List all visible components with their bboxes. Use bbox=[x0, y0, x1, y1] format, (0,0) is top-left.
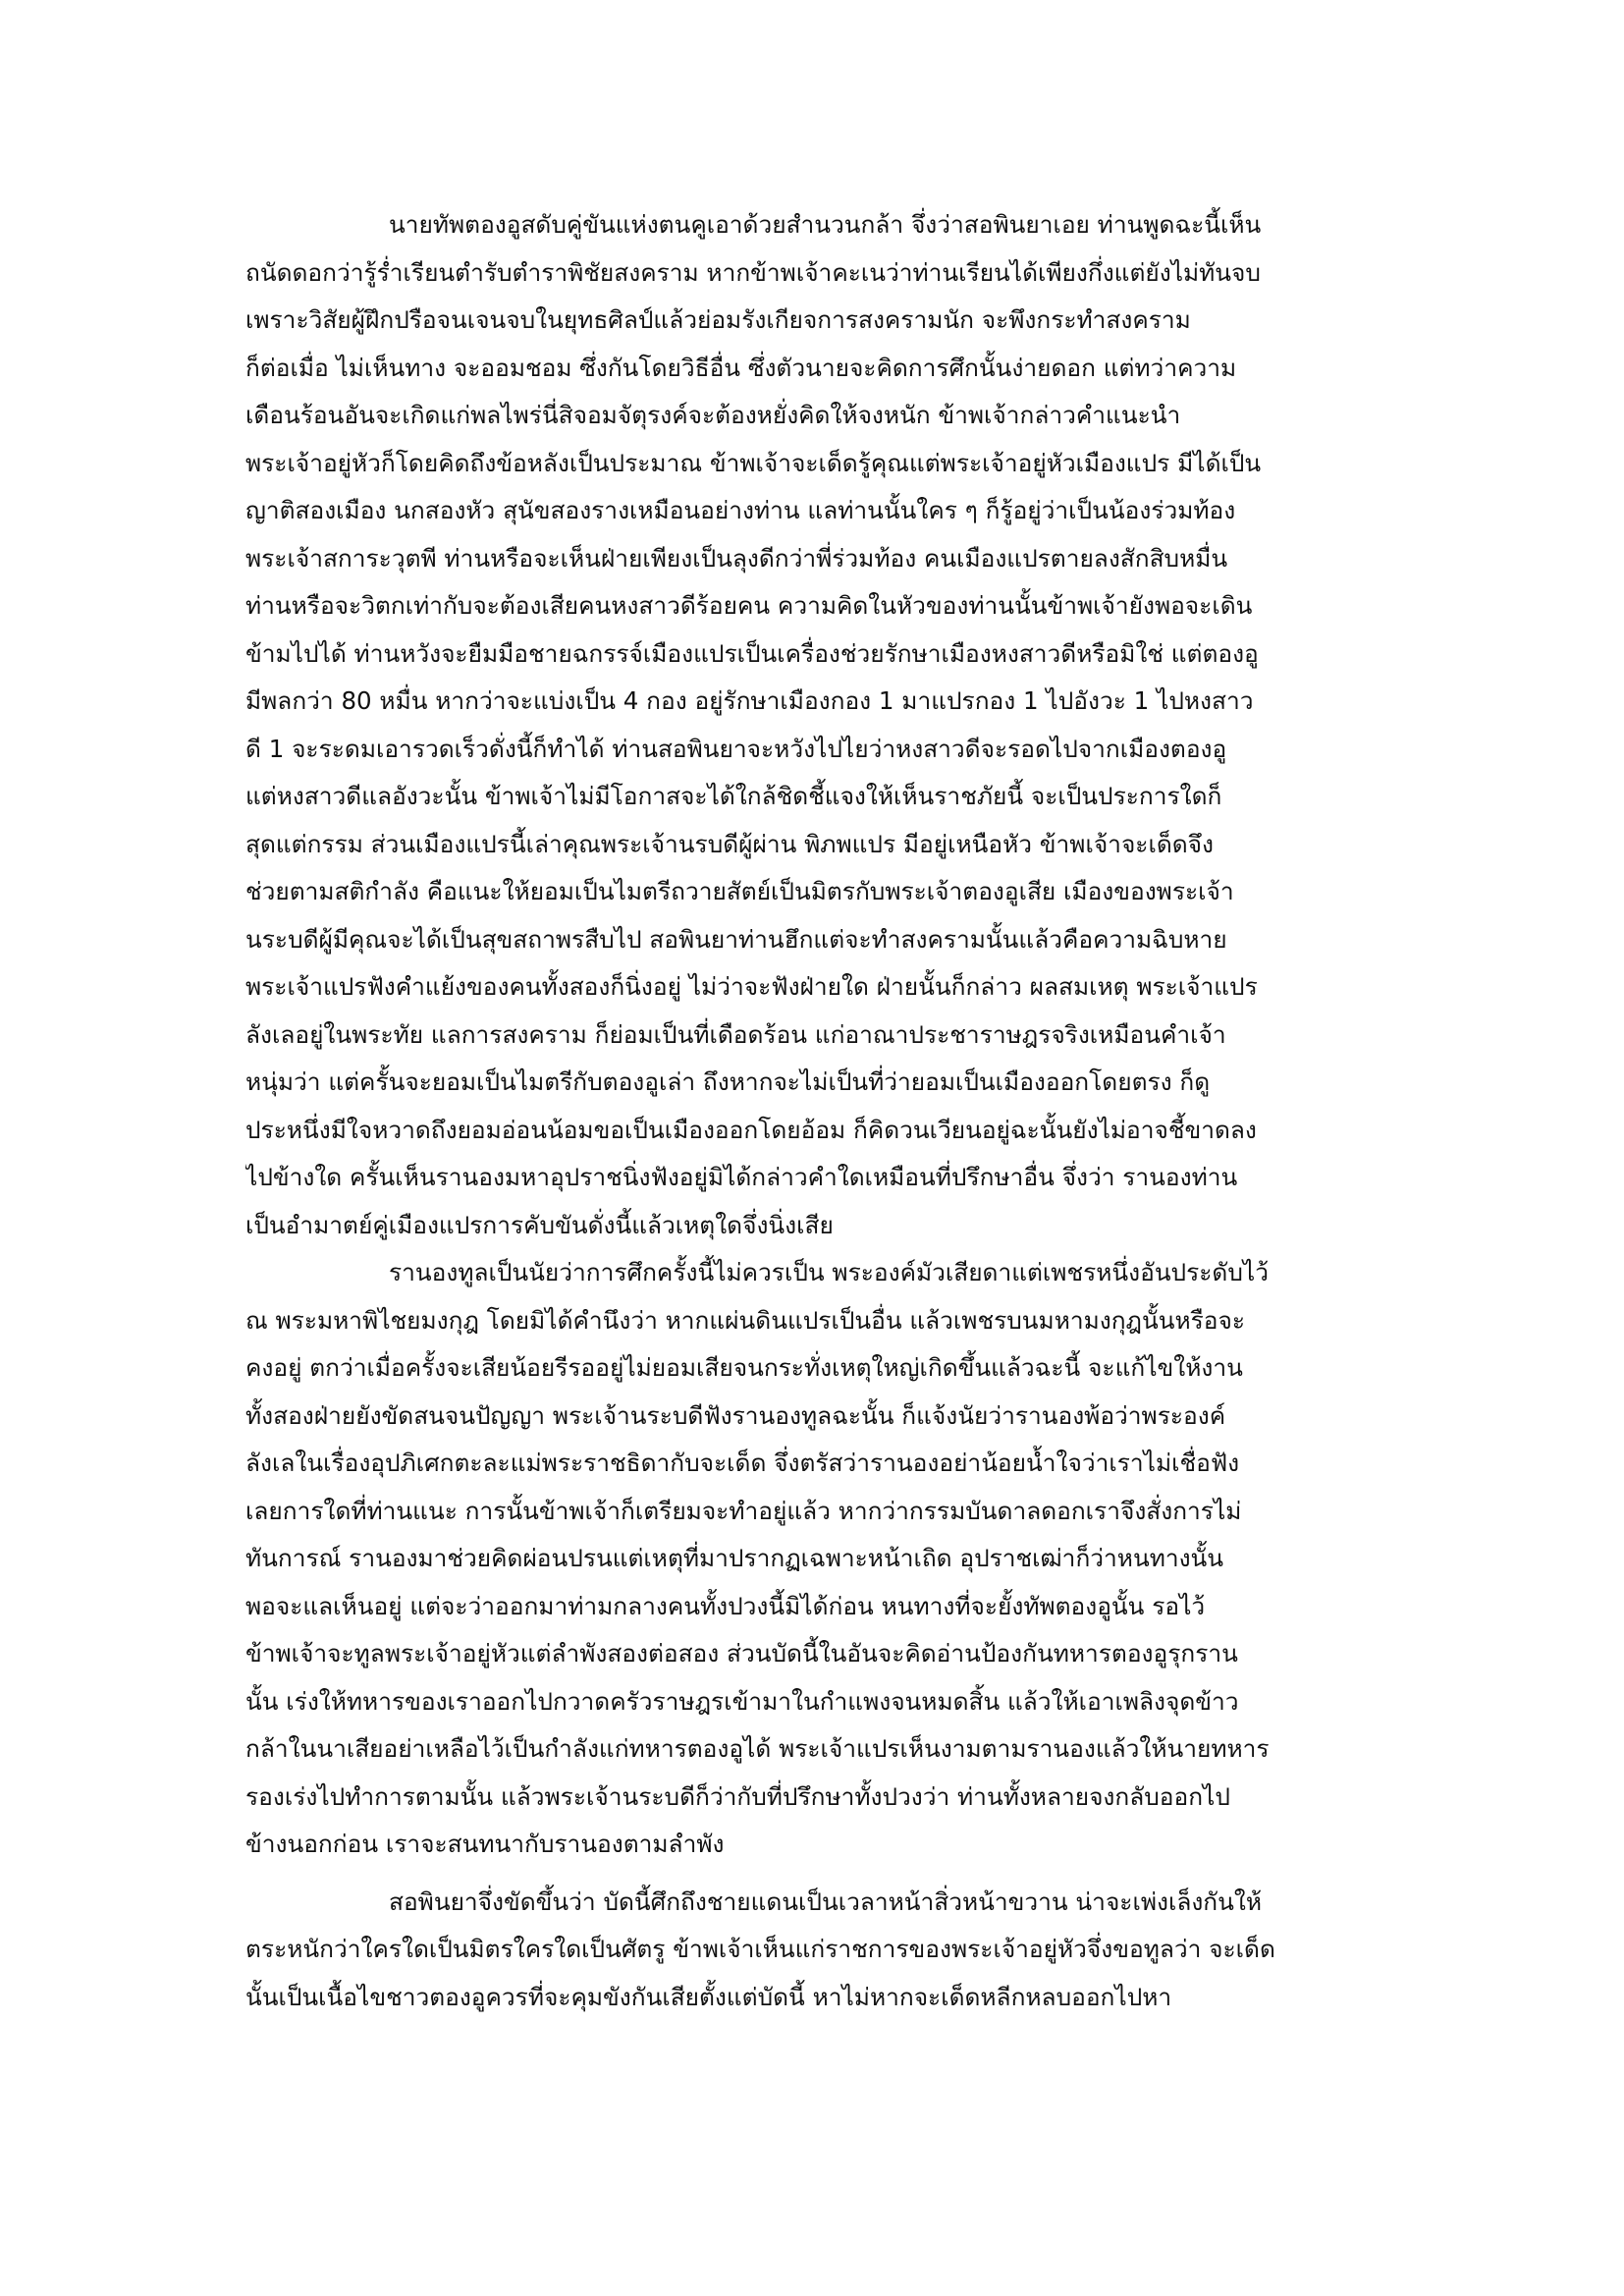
text-line: ณ พระมหาพิไชยมงกุฎ โดยมิได้คำนึงว่า หากแผ่นดินแปรเป็นอื่น แล้วเพชรบนมหามงกุฎนั้นหรือจะ bbox=[245, 1305, 1246, 1335]
text-line: ข้ามไปได้ ท่านหวังจะยืมมือชายฉกรรจ์เมืองแปรเป็นเครื่องช่วยรักษาเมืองหงสาวดีหรือมิใช่ แต่ตองอู bbox=[245, 638, 1259, 668]
text-line: นายทัพตองอูสดับคู่ขันแห่งตนคูเอาด้วยสำนวนกล้า จึ่งว่าสอพินยาเอย ท่านพูดฉะนี้เห็น bbox=[389, 210, 1262, 239]
text-line: ข้างนอกก่อน เราจะสนทนากับรานองตามลำพัง bbox=[245, 1830, 725, 1858]
text-line: ก็ต่อเมื่อ ไม่เห็นทาง จะออมชอม ซึ่งกันโดยวิธีอื่น ซึ่งตัวนายจะคิดการศึกนั้นง่ายดอก แต่ทว่าความ bbox=[245, 353, 1237, 382]
text-line: ดี 1 จะระดมเอารวดเร็วดั่งนี้ก็ทำได้ ท่านสอพินยาจะหวังไปไยว่าหงสาวดีจะรอดไปจากเมืองตองอู bbox=[245, 734, 1227, 763]
text-line: ช่วยตามสติกำลัง คือแนะให้ยอมเป็นไมตรีถวายสัตย์เป็นมิตรกับพระเจ้าตองอูเสีย เมืองของพระเจ้า bbox=[245, 877, 1234, 905]
text-line: สอพินยาจึ่งขัดขึ้นว่า บัดนี้ศึกถึงชายแดนเป็นเวลาหน้าสิ่วหน้าขวาน น่าจะเพ่งเล็งกันให้ bbox=[389, 1886, 1262, 1916]
text-line: ข้าพเจ้าจะทูลพระเจ้าอยู่หัวแต่ลำพังสองต่อสอง ส่วนบัดนี้ในอันจะคิดอ่านป้องกันทหารตองอูรุกราน bbox=[245, 1639, 1238, 1667]
text-line: เป็นอำมาตย์คู่เมืองแปรการคับขันดั่งนี้แล้วเหตุใดจึ่งนิ่งเสีย bbox=[245, 1210, 834, 1239]
text-line: ทันการณ์ รานองมาช่วยคิดผ่อนปรนแต่เหตุที่มาปรากฏเฉพาะหน้าเถิด อุปราชเฒ่าก็ว่าหนทางนั้น bbox=[245, 1544, 1224, 1572]
document-body bbox=[245, 201, 1380, 2021]
text-line: คงอยู่ ตกว่าเมื่อครั้งจะเสียน้อยรีรออยู่ไม่ยอมเสียจนกระทั่งเหตุใหญ่เกิดขึ้นแล้วฉะนี้ จะแก้ไขให้งาน bbox=[245, 1353, 1243, 1382]
text-line: ลังเลอยู่ในพระทัย แลการสงคราม ก็ย่อมเป็นที่เดือดร้อน แก่อาณาประชาราษฎรจริงเหมือนคำเจ้า bbox=[245, 1019, 1226, 1049]
text-line: เพราะวิสัยผู้ฝึกปรือจนเจนจบในยุทธศิลป์แล้วย่อมรังเกียจการสงครามนัก จะพึงกระทำสงคราม bbox=[245, 305, 1191, 334]
text-line: ท่านหรือจะวิตกเท่ากับจะต้องเสียคนหงสาวดีร้อยคน ความคิดในหัวของท่านนั้นข้าพเจ้ายังพอจะเดิน bbox=[245, 591, 1253, 620]
text-line: ตระหนักว่าใครใดเป็นมิตรใครใดเป็นศัตรู ข้าพเจ้าเห็นแก่ราชการของพระเจ้าอยู่หัวจึ่งขอทูลว่า จะเด็ด bbox=[245, 1935, 1275, 1963]
text-line: รองเร่งไปทำการตามนั้น แล้วพระเจ้านระบดีก็ว่ากับที่ปรึกษาทั้งปวงว่า ท่านทั้งหลายจงกลับออกไป bbox=[245, 1781, 1230, 1811]
text-line: ถนัดดอกว่ารู้ร่ำเรียนตำรับตำราพิชัยสงคราม หากข้าพเจ้าคะเนว่าท่านเรียนได้เพียงกึ่งแต่ยังไม่ทันจบ bbox=[245, 257, 1261, 287]
text-line: เดือนร้อนอันจะเกิดแก่พลไพร่นี่สิจอมจัตุรงค์จะต้องหยั่งคิดให้จงหนัก ข้าพเจ้ากล่าวคำแนะนำ bbox=[245, 401, 1181, 429]
text-line: พอจะแลเห็นอยู่ แต่จะว่าออกมาท่ามกลางคนทั้งปวงนี้มิได้ก่อน หนทางที่จะยั้งทัพตองอูนั้น รอไว้ bbox=[245, 1591, 1206, 1620]
text-line: นระบดีผู้มีคุณจะได้เป็นสุขสถาพรสืบไป สอพินยาท่านฮึกแต่จะทำสงครามนั้นแล้วคือความฉิบหาย bbox=[245, 924, 1227, 954]
text-line: ไปข้างใด ครั้นเห็นรานองมหาอุปราชนิ่งฟังอยู่มิได้กล่าวคำใดเหมือนที่ปรึกษาอื่น จึ่งว่า รานองท่าน bbox=[245, 1163, 1238, 1191]
text-line: นั้นเป็นเนื้อไขชาวตองอูควรที่จะคุมขังกันเสียตั้งแต่บัดนี้ หาไม่หากจะเด็ดหลีกหลบออกไปหา bbox=[245, 1982, 1172, 2011]
text-line: รานองทูลเป็นนัยว่าการศึกครั้งนี้ไม่ควรเป็น พระองค์มัวเสียดาแต่เพชรหนึ่งอันประดับไว้ bbox=[389, 1258, 1269, 1286]
text-line: ลังเลในเรื่องอุปภิเศกตะละแม่พระราชธิดากับจะเด็ด จึ่งตรัสว่ารานองอย่าน้อยน้ำใจว่าเราไม่เชื่อฟัง bbox=[245, 1449, 1240, 1477]
text-line: ประหนึ่งมีใจหวาดถึงยอมอ่อนน้อมขอเป็นเมืองออกโดยอ้อม ก็คิดวนเวียนอยู่ฉะนั้นยังไม่อาจชี้ขาดลง bbox=[245, 1115, 1257, 1144]
text-line: พระเจ้าอยู่หัวก็โดยคิดถึงข้อหลังเป็นประมาณ ข้าพเจ้าจะเด็ดรู้คุณแต่พระเจ้าอยู่หัวเมืองแปร มีได้เป็น bbox=[245, 448, 1262, 477]
text-line: แต่หงสาวดีแลอังวะนั้น ข้าพเจ้าไม่มีโอกาสจะได้ใกล้ชิดชี้แจงให้เห็นราชภัยนี้ จะเป็นประการใดก็ bbox=[245, 782, 1222, 810]
paragraph-2 bbox=[245, 1249, 1380, 1869]
paragraph-3 bbox=[245, 1879, 1380, 2022]
text-line: นั้น เร่งให้ทหารของเราออกไปกวาดครัวราษฎรเข้ามาในกำแพงจนหมดสิ้น แล้วให้เอาเพลิงจุดข้าว bbox=[245, 1686, 1239, 1716]
text-line: กล้าในนาเสียอย่าเหลือไว้เป็นกำลังแก่ทหารตองอูได้ พระเจ้าแปรเห็นงามตามรานองแล้วให้นายทหาร bbox=[245, 1734, 1270, 1763]
text-line: พระเจ้าสการะวุตพี ท่านหรือจะเห็นฝ่ายเพียงเป็นลุงดีกว่าพี่ร่วมท้อง คนเมืองแปรตายลงสักสิบหมื่น bbox=[245, 543, 1228, 573]
text-line: ญาติสองเมือง นกสองหัว สุนัขสองรางเหมือนอย่างท่าน แลท่านนั้นใคร ๆ ก็รู้อยู่ว่าเป็นน้องร่วมท้อง bbox=[245, 496, 1236, 524]
paragraph-1 bbox=[245, 201, 1380, 1249]
text-line: สุดแต่กรรม ส่วนเมืองแปรนี้เล่าคุณพระเจ้านรบดีผู้ผ่าน พิภพแปร มีอยู่เหนือหัว ข้าพเจ้าจะเด็ดจึง bbox=[245, 829, 1214, 858]
text-line: ทั้งสองฝ่ายยังขัดสนจนปัญญา พระเจ้านระบดีฟังรานองทูลฉะนั้น ก็แจ้งนัยว่ารานองพ้อว่าพระองค์ bbox=[245, 1400, 1226, 1430]
text-line: มีพลกว่า 80 หมื่น หากว่าจะแบ่งเป็น 4 กอง อยู่รักษาเมืองกอง 1 มาแปรกอง 1 ไปอังวะ 1 ไปหงสาว bbox=[245, 686, 1254, 715]
text-line: หนุ่มว่า แต่ครั้นจะยอมเป็นไมตรีกับตองอูเล่า ถึงหากจะไม่เป็นที่ว่ายอมเป็นเมืองออกโดยตรง ก็ดู bbox=[245, 1067, 1211, 1096]
text-line: พระเจ้าแปรฟังคำแย้งของคนทั้งสองก็นิ่งอยู่ ไม่ว่าจะฟังฝ่ายใด ฝ่ายนั้นก็กล่าว ผลสมเหตุ พระเจ้าแปร bbox=[245, 972, 1258, 1001]
text-line: เลยการใดที่ท่านแนะ การนั้นข้าพเจ้าก็เตรียมจะทำอยู่แล้ว หากว่ากรรมบันดาลดอกเราจึงสั่งการไม่ bbox=[245, 1496, 1242, 1525]
